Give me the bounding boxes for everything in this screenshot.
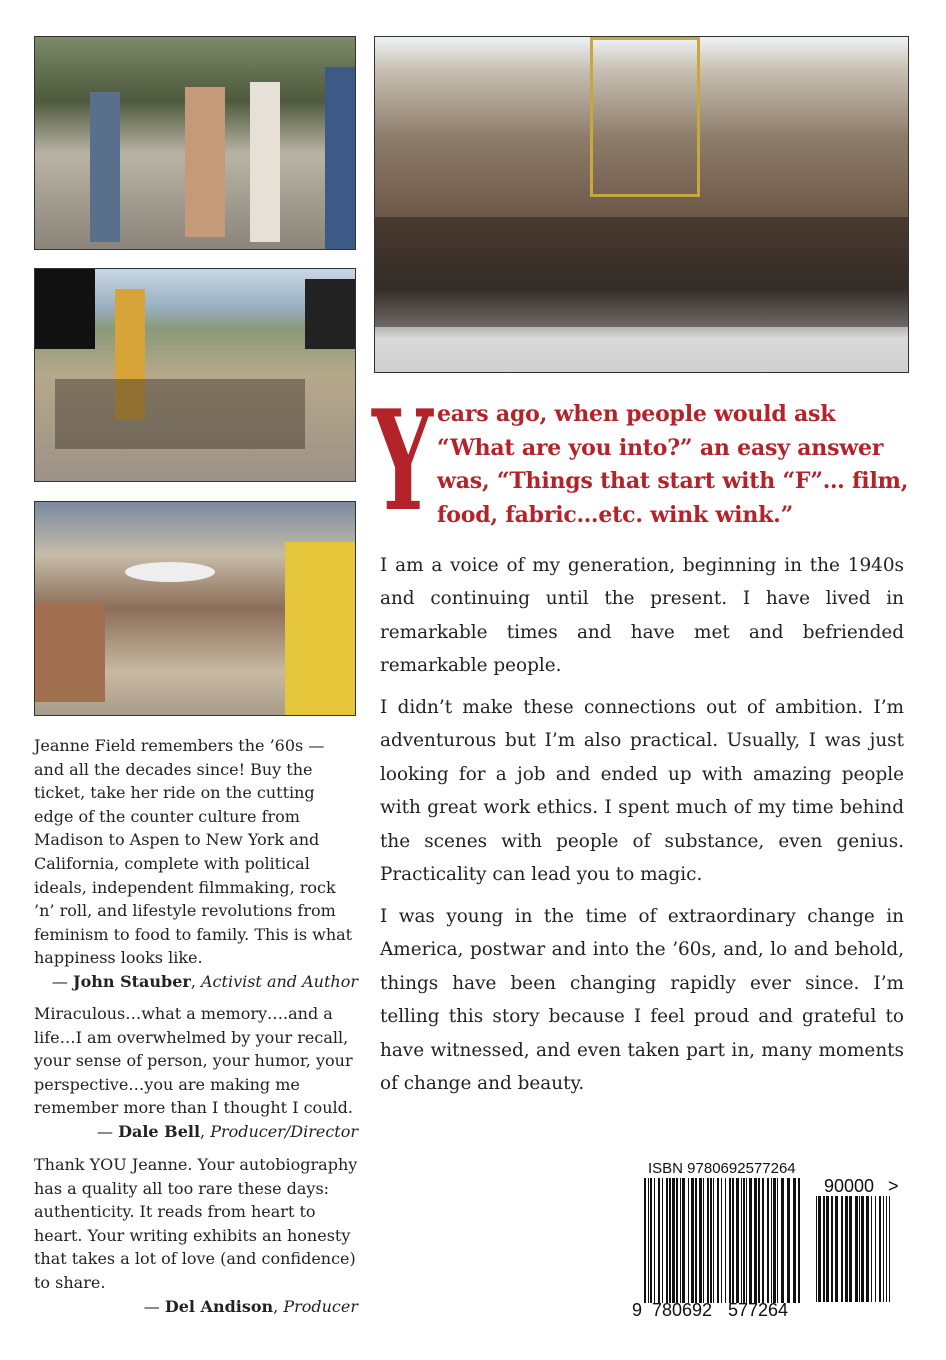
- barcode-bar: [879, 1196, 881, 1302]
- barcode-bar: [703, 1178, 704, 1303]
- body-paragraph: I didn’t make these connections out of ambition. I’m adventurous but I’m also practical. Usually, I was just looking for a job and ended up with amazing people with great work ethics. I spent much of my time behind the scenes with people of substance, even genius. Practicality can lead you to magic.: [380, 697, 904, 886]
- barcode-bar: [875, 1196, 876, 1302]
- barcode-bar: [648, 1178, 649, 1303]
- body-paragraph: I was young in the time of extraordinary change in America, postwar and into the ’60s, and, lo and behold, things have been changing rapidly ever since. I’m telling this story because I feel proud and grateful to have witnessed, and even taken part in, many moments of change and beauty.: [380, 906, 904, 1095]
- blurb-text: Thank YOU Jeanne. Your autobiography has a quality all too rare these days: authenticity. It reads from heart to heart. Your writing exhibits an honesty that takes a lot of love (and confidence) to share.: [34, 1155, 358, 1292]
- barcode-bar: [859, 1196, 860, 1302]
- barcode-left-digits: 780692: [652, 1300, 713, 1320]
- dash: —: [97, 1121, 119, 1141]
- barcode-bar: [688, 1178, 689, 1303]
- barcode-first-digit: 9: [632, 1300, 643, 1320]
- barcode-bar: [762, 1178, 764, 1303]
- blurb-role: Activist and Author: [201, 971, 358, 991]
- motel-pool-party-photo: [34, 501, 356, 716]
- barcode-bar: [758, 1178, 760, 1303]
- barcode-bar: [831, 1196, 833, 1302]
- barcode-bar: [672, 1178, 675, 1303]
- drop-cap: Y: [372, 379, 434, 542]
- addon-digits: 90000: [824, 1176, 875, 1196]
- dash: —: [143, 1296, 165, 1316]
- barcode-bar: [644, 1178, 646, 1303]
- barcode-bar: [818, 1196, 821, 1302]
- blurb-text: Jeanne Field remembers the ’60s — and all the decades since! Buy the ticket, take her ride on the cutting edge of the counter culture from Madison to Aspen to New York and California, complete with political ideals, independent filmmaking, rock ’n’ roll, and lifestyle revolutions from feminism to food to family. This is what happiness looks like.: [34, 736, 353, 968]
- body-paragraph: I am a voice of my generation, beginning in the 1940s and continuing until the present. I have lived in remarkable times and have met and befriended remarkable people.: [380, 555, 904, 677]
- barcode-bar: [707, 1178, 709, 1303]
- barcode-bar: [732, 1178, 734, 1303]
- isbn-label: ISBN 9780692577264: [648, 1160, 796, 1177]
- barcode-bar: [889, 1196, 890, 1302]
- barcode-bar: [866, 1196, 869, 1302]
- festival-crowd-photo: [374, 36, 909, 373]
- barcode-bar: [721, 1178, 722, 1303]
- barcode-bar: [861, 1196, 864, 1302]
- barcode-bar: [710, 1178, 712, 1303]
- barcode-bar: [845, 1196, 848, 1302]
- barcode-bar: [767, 1178, 769, 1303]
- barcode-bar: [654, 1178, 655, 1303]
- blurb-author: Dale Bell: [118, 1121, 201, 1141]
- addon-arrow: >: [888, 1176, 899, 1196]
- barcode-bar: [754, 1178, 757, 1303]
- barcode-bar: [823, 1196, 825, 1302]
- barcode-bar: [695, 1178, 697, 1303]
- blurb-role: Producer: [283, 1296, 358, 1316]
- blurb-attribution: — John Stauber, Activist and Author: [51, 971, 358, 991]
- blurb-role: Producer/Director: [210, 1121, 358, 1141]
- addon-barcode: [814, 1196, 894, 1302]
- barcode-bar: [691, 1178, 694, 1303]
- barcode-bar: [793, 1178, 796, 1303]
- barcode-bar: [729, 1178, 731, 1303]
- barcode-bar: [682, 1178, 685, 1303]
- barcode-bar: [680, 1178, 681, 1303]
- barcode-bar: [841, 1196, 843, 1302]
- blurb: [34, 734, 358, 994]
- barcode-right-digits: 577264: [728, 1300, 789, 1320]
- barcode-bar: [773, 1178, 776, 1303]
- blurb-attribution: — Del Andison, Producer: [143, 1296, 358, 1316]
- barcode-bar: [749, 1178, 752, 1303]
- pull-quote: ears ago, when people would ask “What are you into?” an easy answer was, “Things that start with “F”… film, food, fabric…etc. wink wink.”: [437, 401, 909, 528]
- barcode-bar: [835, 1196, 838, 1302]
- blurb: [34, 1002, 358, 1144]
- isbn-barcode: [642, 1178, 802, 1303]
- barcode-bar: [725, 1178, 726, 1303]
- barcode-bar: [849, 1196, 852, 1302]
- barcode-bar: [781, 1178, 784, 1303]
- barcode-bar: [787, 1178, 790, 1303]
- barcode-bar: [650, 1178, 652, 1303]
- barcode-bar: [816, 1196, 817, 1302]
- barcode-bar: [658, 1178, 660, 1303]
- barcode-bar: [746, 1178, 747, 1303]
- barcode-bar: [717, 1178, 719, 1303]
- barcode-bar: [713, 1178, 714, 1303]
- blurb-attribution: — Dale Bell, Producer/Director: [97, 1121, 358, 1141]
- barcode-bar: [669, 1178, 671, 1303]
- barcode-bar: [855, 1196, 858, 1302]
- blurb-author: John Stauber: [73, 971, 191, 991]
- dash: —: [51, 971, 73, 991]
- barcode-bar: [826, 1196, 829, 1302]
- barcode-bar: [666, 1178, 668, 1303]
- blurb-author: Del Andison: [164, 1296, 274, 1316]
- barcode-bar: [883, 1196, 884, 1302]
- film-set-desert-photo: [34, 268, 356, 482]
- blurb-text: Miraculous…what a memory….and a life…I am overwhelmed by your recall, your sense of person, your humor, your perspective…you are making me remember more than I thought I could.: [34, 1004, 353, 1118]
- barcode-bar: [662, 1178, 663, 1303]
- barcode-bar: [771, 1178, 772, 1303]
- barcode-bar: [736, 1178, 739, 1303]
- barcode-bar: [741, 1178, 742, 1303]
- barcode-bar: [798, 1178, 800, 1303]
- concert-stage-photo: [34, 36, 356, 250]
- barcode-bar: [743, 1178, 745, 1303]
- barcode-bar: [871, 1196, 872, 1302]
- barcode-bar: [777, 1178, 778, 1303]
- blurb: [34, 1153, 358, 1318]
- barcode-bar: [676, 1178, 678, 1303]
- barcode-bar: [699, 1178, 702, 1303]
- barcode-bar: [886, 1196, 887, 1302]
